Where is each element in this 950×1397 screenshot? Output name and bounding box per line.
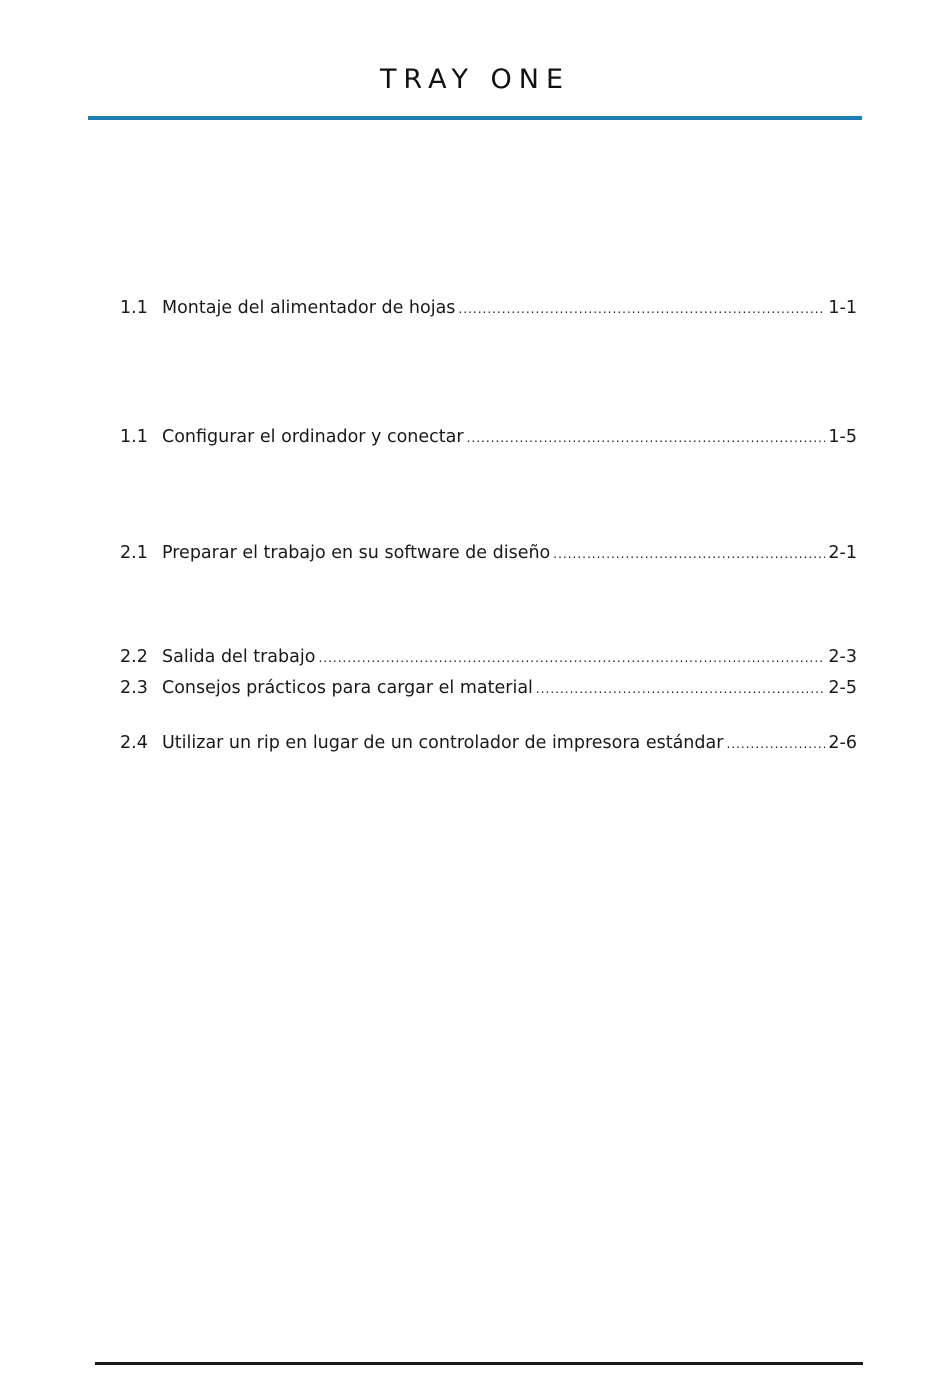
toc-dot-leader [318, 646, 825, 670]
header-rule [88, 116, 862, 120]
toc-entry-1-1-montaje[interactable] [120, 296, 857, 320]
toc-entry-title: Preparar el trabajo en su software de diseño [162, 543, 551, 563]
footer-rule [95, 1362, 863, 1365]
tray-one-logo: TRAY ONE [379, 64, 571, 95]
toc-entry-page: 2-5 [828, 678, 857, 698]
toc-entry-number: 2.3 [120, 678, 148, 698]
toc-dot-leader [726, 732, 825, 756]
toc-entry-number: 2.4 [120, 733, 148, 753]
toc-dot-leader [536, 677, 826, 701]
toc-entry-2-3-consejos[interactable] [120, 676, 857, 700]
toc-entry-2-4-utilizar[interactable] [120, 731, 857, 755]
toc-entry-title: Consejos prácticos para cargar el material [162, 678, 533, 698]
toc-entry-title: Salida del trabajo [162, 647, 316, 667]
toc-dot-leader [553, 542, 825, 566]
toc-entry-1-1-configurar[interactable] [120, 425, 857, 449]
toc-entry-page: 1-1 [828, 298, 857, 318]
toc-entry-title: Utilizar un rip en lugar de un controlador de impresora estándar [162, 733, 724, 753]
toc-entry-title: Configurar el ordinador y conectar [162, 427, 464, 447]
toc-entry-number: 2.2 [120, 647, 148, 667]
toc-entry-page: 1-5 [828, 427, 857, 447]
toc-entry-number: 1.1 [120, 427, 148, 447]
toc-dot-leader [467, 426, 826, 450]
toc-entry-number: 2.1 [120, 543, 148, 563]
toc-entry-title: Montaje del alimentador de hojas [162, 298, 456, 318]
toc-entry-page: 2-6 [828, 733, 857, 753]
toc-entry-page: 2-1 [828, 543, 857, 563]
toc-entry-2-1-preparar[interactable] [120, 541, 857, 565]
toc-entry-2-2-salida[interactable] [120, 645, 857, 669]
toc-entry-number: 1.1 [120, 298, 148, 318]
toc-entry-page: 2-3 [828, 647, 857, 667]
toc-dot-leader [458, 297, 825, 321]
